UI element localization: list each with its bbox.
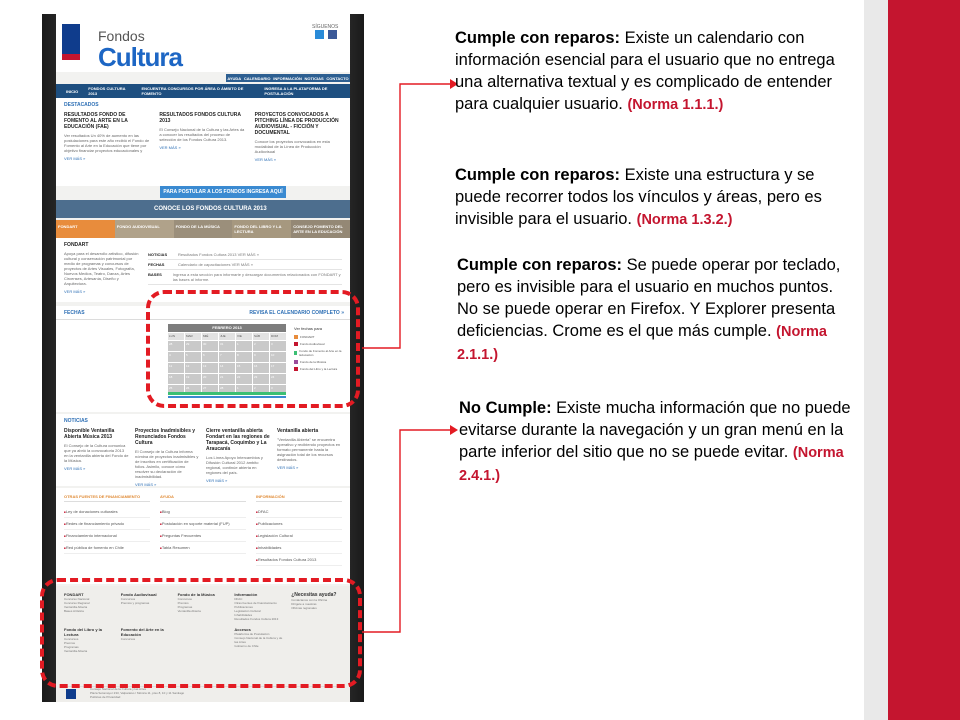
site-footer: Consejo Nacional de la Cultura y las Artes Plaza Sotomayor 233, Valparaíso / Mónica 11, piso 8, 10 y 11 Santiago Políticas de Privacidad <box>64 686 342 698</box>
link-item[interactable]: ■ Tabla Resumen <box>160 542 246 554</box>
calendar-day[interactable]: 21 <box>219 374 235 384</box>
footer-column: Fomento del Arte en la Educación Concursos <box>120 627 164 641</box>
tab-arte-educacion[interactable]: CONSEJO FOMENTO DEL ARTE EN LA EDUCACIÓN <box>291 220 350 238</box>
brand-logo[interactable]: Cultura <box>98 42 182 72</box>
news-item: Disponible Ventanilla Abierta Música 2013 El Consejo de la Cultura comunica que ya abrió la convocatoria 2013 en la ventanilla abierta del Fondo de la Música. VER MÁS » <box>64 428 129 471</box>
links-column: INFORMACIÓN ■ DFAC ■ Publicaciones ■ Legislación Cultural ■ Inhabilidades ■ Resultados Fondos Cultura 2013 <box>256 494 342 566</box>
link-item[interactable]: ■ Legislación Cultural <box>256 530 342 542</box>
note-4: No Cumple: Existe mucha información que no puede evitarse durante la navegación y un gran menú en la parte inferior del sitio que no se puede evitar. (Norma 2.4.1.) <box>459 399 851 484</box>
top-nav <box>226 74 350 82</box>
calendar-weekday: LUN <box>168 333 184 340</box>
calendar-day[interactable]: 25 <box>168 385 184 395</box>
calendar-day[interactable]: 14 <box>219 363 235 373</box>
destacado-item <box>159 112 246 162</box>
twitter-icon[interactable] <box>315 30 324 39</box>
destacado-title[interactable]: RESULTADOS FONDO DE FOMENTO AL ARTE EN LA EDUCACIÓN (FAE) <box>64 112 128 130</box>
legend-label: FONDART <box>300 335 315 339</box>
footer-highlight <box>40 578 362 688</box>
link-item[interactable]: ■ Publicaciones <box>256 518 342 530</box>
link-item[interactable]: ■ Red pública de fomento en Chile <box>64 542 150 554</box>
calendar-day[interactable]: 4 <box>168 352 184 362</box>
link-item[interactable]: ■ Blog <box>160 506 246 518</box>
link-item[interactable]: ■ Ley de donaciones culturales <box>64 506 150 518</box>
note-1: Cumple con reparos: Existe un calendario con información esencial para el usuario que no entrega una alternativa textual y es complicado de entender para cualquier usuario. (Norma 1.1.1.) <box>455 29 835 113</box>
destacado-title[interactable]: PROYECTOS CONVOCADOS A PITCHING LÍNEA DE PRODUCCIÓN AUDIOVISUAL - FICCIÓN Y DOCUMENTAL <box>254 112 339 136</box>
footer-column: Accesos Plataforma de Postulación Consejo Nacional de la Cultura y de las Artes Gobierno de Chile <box>234 627 283 648</box>
nav-contacto[interactable]: CONTACTO <box>326 75 349 81</box>
ver-mas-link[interactable]: VER MÁS » <box>135 482 157 487</box>
ver-mas-link[interactable]: VER MÁS » <box>64 289 86 294</box>
calendar-day[interactable]: 1 <box>236 385 252 395</box>
calendar-month[interactable]: FEBRERO 2013 <box>168 324 286 332</box>
calendar-day[interactable]: 13 <box>202 363 218 373</box>
tab-audiovisual[interactable]: FONDO AUDIOVISUAL <box>115 220 174 238</box>
nav-calendario[interactable]: CALENDARIO <box>243 75 271 81</box>
link-item[interactable]: ■ Resultados Fondos Cultura 2013 <box>256 554 342 566</box>
ver-mas-link[interactable]: VER MÁS » <box>64 156 86 161</box>
calendar-weekday: JUE <box>219 333 235 340</box>
link-item[interactable]: ■ Postulación en soporte material (FUP) <box>160 518 246 530</box>
legend-label: Fondo de la Música <box>300 360 327 364</box>
calendar-day[interactable]: 8 <box>236 352 252 362</box>
news-item: Ventanilla abierta "Ventanilla Abierta" se encuentra operativo y recibiendo proyectos en formato permanente hasta la asignación total de los recursos destinados. VER MÁS » <box>277 428 341 470</box>
links-section <box>56 488 350 584</box>
destacado-item <box>64 112 151 162</box>
destacado-title[interactable]: RESULTADOS FONDOS CULTURA 2013 <box>159 112 241 124</box>
calendar-day[interactable]: 19 <box>185 374 201 384</box>
destacado-text: El Consejo Nacional de la Cultura y las Artes da a conocer los resultados del proceso de selección de los Fondos Cultura 2013. <box>159 127 245 142</box>
calendar-day[interactable]: 7 <box>219 352 235 362</box>
ver-mas-link[interactable]: VER MÁS » <box>277 465 299 470</box>
footer-column: Información DFAC Otras fuentes de financiamiento Publicaciones Legislación Cultural Inhabilidades Resultados Fondos Cultura 2013 <box>234 592 279 621</box>
ver-mas-link[interactable]: VER MÁS » <box>159 145 181 150</box>
conoce-banner: CONOCE LOS FONDOS CULTURA 2013 <box>56 200 350 218</box>
calendar-day[interactable]: 2 <box>253 385 269 395</box>
note-3: Cumple con reparos: Se puede operar por teclado, pero es invisible para el usuario en muchos puntos. No se puede operar en Firefox. Y Explorer presenta deficiencias. Crome es el que más cumple. (Norma 2.1.1.) <box>457 256 841 363</box>
calendar-day[interactable]: 2 <box>253 341 269 351</box>
legend-label: Fondo de Fomento al Arte en la Educación <box>299 349 342 357</box>
calendar-day[interactable]: 15 <box>236 363 252 373</box>
ver-mas-link[interactable]: VER MÁS » <box>206 478 228 483</box>
footer-column: Fondo del Libro y la Lectura Concursos Premios Programas Ventanilla Abierta <box>64 627 102 653</box>
main-nav <box>56 84 350 98</box>
calendar-day[interactable]: 31 <box>219 341 235 351</box>
destacado-text: Ver resultados Un 40% de aumento en las postulaciones para este año recibió el Fondo de Fomento al Arte en la Educación que tiene por objetivo financiar proyectos educacionales y <box>64 133 150 153</box>
links-column: OTRAS FUENTES DE FINANCIAMIENTO ■ Ley de donaciones culturales ■ Redes de financiamiento privado ■ Financiamiento internacional ■ Red pública de fomento en Chile <box>64 494 150 566</box>
postular-button[interactable]: PARA POSTULAR A LOS FONDOS INGRESA AQUÍ <box>160 186 286 198</box>
calendar-day[interactable]: 30 <box>202 341 218 351</box>
nav-ayuda[interactable]: AYUDA <box>227 75 242 81</box>
social-bar: SÍGUENOS <box>312 24 350 39</box>
side-strip <box>864 0 888 720</box>
calendar-weekday: MIÉ <box>202 333 218 340</box>
calendar-weekday: VIE <box>236 333 252 340</box>
calendar-day[interactable]: 26 <box>185 385 201 395</box>
calendar-day[interactable]: 17 <box>270 363 286 373</box>
footer-column: FONDART Concurso Nacional Concurso Regional Ventanilla Abierta Bases Artística <box>64 592 90 613</box>
tab-musica[interactable]: FONDO DE LA MÚSICA <box>174 220 233 238</box>
calendar-weekday: DOM <box>270 333 286 340</box>
fondart-row: BASES Ingresa a esta sección para informarte y descargar documentos relacionados con FONDART y las bases al informe. <box>148 270 342 285</box>
calendar-weekday: SÁB <box>253 333 269 340</box>
fondart-row: FECHAS Calendario de capacitaciones VER MÁS » <box>148 260 342 270</box>
destacado-item <box>255 112 342 162</box>
legend-label: Fondo del Libro y la Lectura <box>300 367 338 371</box>
news-item: Proyectos Inadmisibles y Renunciados Fondos Cultura El Consejo de la Cultura informa nómina de proyectos inadmisibles y de inscritos en certificación de folios. Asimilo, conoce cómo resolver su declaración de inadmisibilidad. VER MÁS » <box>135 428 199 487</box>
calendar-link[interactable]: REVISA EL CALENDARIO COMPLETO » <box>249 310 344 316</box>
news-item: Cierre ventanilla abierta Fondart en las regiones de Tarapacá, Coquimbo y La Araucanía Los Línea Apoyo Intercambios y Difusión Cultural 2012 ámbito regional, continúe abierta en regiones del país. VER MÁS » <box>206 428 270 483</box>
nav-inicio[interactable]: INICIO <box>66 88 79 94</box>
calendar-day[interactable]: 27 <box>202 385 218 395</box>
nav-concursos[interactable]: ENCUENTRA CONCURSOS POR ÁREA O ÁMBITO DE FOMENTO <box>141 86 244 96</box>
calendar-weekday: MAR <box>185 333 201 340</box>
calendar-day[interactable]: 12 <box>185 363 201 373</box>
site-header <box>56 14 350 72</box>
destacado-text: Conoce los proyectos convocados en esta modalidad de la Línea de Producción Audiovisual <box>254 139 330 154</box>
ver-mas-link[interactable]: VER MÁS » <box>64 466 86 471</box>
legend-label: Fondo Audiovisual <box>300 342 325 346</box>
calendar-day[interactable]: 3 <box>270 341 286 351</box>
accent-bar <box>888 0 960 720</box>
legend-title: Ver fechas para <box>294 326 323 331</box>
calendar-day[interactable]: 3 <box>270 385 286 395</box>
footer-column: Fondo de la Música Concursos Premios Programas Ventanilla Abierta <box>177 592 215 613</box>
calendar-day[interactable]: 6 <box>202 352 218 362</box>
calendar-day[interactable]: 16 <box>253 363 269 373</box>
link-item[interactable]: ■ Financiamiento internacional <box>64 530 150 542</box>
link-item[interactable]: ■ Redes de financiamiento privado <box>64 518 150 530</box>
fondart-title: FONDART <box>64 242 89 248</box>
government-logo[interactable] <box>62 24 80 60</box>
section-label: DESTACADOS <box>64 102 99 108</box>
calendar-day[interactable]: 28 <box>219 385 235 395</box>
links-column: AYUDA ■ Blog ■ Postulación en soporte material (FUP) ■ Preguntas Frecuentes ■ Tabla Resumen <box>160 494 246 566</box>
calendar-day[interactable]: 22 <box>236 374 252 384</box>
nav-plataforma[interactable]: INGRESA A LA PLATAFORMA DE POSTULACIÓN <box>264 86 328 96</box>
note-2: Cumple con reparos: Existe una estructura y se puede recorrer todos los vínculos y áreas, pero es invisible para el usuario. (Norma 1.3.2.) <box>455 166 822 228</box>
government-logo <box>66 689 76 699</box>
destacados-section <box>56 98 350 186</box>
link-item[interactable]: ■ DFAC <box>256 506 342 518</box>
noticias-section <box>56 414 350 486</box>
calendar-day[interactable]: 20 <box>202 374 218 384</box>
tab-fondart[interactable]: FONDART <box>56 220 115 238</box>
footer-column: Fondo Audiovisual Concursos Premios y programas <box>120 592 157 605</box>
calendar-day[interactable]: 10 <box>270 352 286 362</box>
nav-informacion[interactable]: INFORMACIÓN <box>273 75 302 81</box>
calendar-day[interactable]: 5 <box>185 352 201 362</box>
calendar-day[interactable]: 11 <box>168 363 184 373</box>
facebook-icon[interactable] <box>328 30 337 39</box>
calendar-day[interactable]: 18 <box>168 374 184 384</box>
fondart-text: Apoya para el desarrollo artístico, difusión cultural y conservación patrimonial por medio de programas y concursos de proyectos de Artes Visuales, Fotografía, Nuevos Medios, Teatro, Danza, Artes Circenses, Artesanía, Diseño y Arquitectura. <box>64 251 139 286</box>
calendar-day[interactable]: 9 <box>253 352 269 362</box>
link-item[interactable]: ■ Preguntas Frecuentes <box>160 530 246 542</box>
tab-libro[interactable]: FONDO DEL LIBRO Y LA LECTURA <box>232 220 291 238</box>
ver-mas-link[interactable]: VER MÁS » <box>254 157 276 162</box>
calendar-highlight <box>146 290 360 408</box>
calendar-day[interactable]: 28 <box>168 341 184 351</box>
help-box: ¿Necesitas ayuda? Contáctanos con la Oficina Dirígete a nuestras Oficinas regionales <box>291 592 342 621</box>
nav-noticias[interactable]: NOTICIAS <box>304 75 324 81</box>
connector-arrow <box>360 420 460 640</box>
link-item[interactable]: ■ Inhabilidades <box>256 542 342 554</box>
fechas-label: FECHAS <box>64 310 85 316</box>
calendar-day[interactable]: 23 <box>253 374 269 384</box>
fund-tabs <box>56 220 350 238</box>
calendar-day[interactable]: 29 <box>185 341 201 351</box>
brand-small: Fondos <box>98 28 145 44</box>
section-label: NOTICIAS <box>64 418 88 424</box>
fondart-row: NOTICIAS Resultados Fondos Cultura 2013 VER MÁS » <box>148 250 342 260</box>
nav-fondos[interactable]: FONDOS CULTURA 2013 <box>88 86 126 96</box>
calendar-day[interactable]: 24 <box>270 374 286 384</box>
connector-arrow <box>360 76 460 366</box>
help-title: ¿Necesitas ayuda? <box>291 592 337 598</box>
calendar-day[interactable]: 1 <box>236 341 252 351</box>
